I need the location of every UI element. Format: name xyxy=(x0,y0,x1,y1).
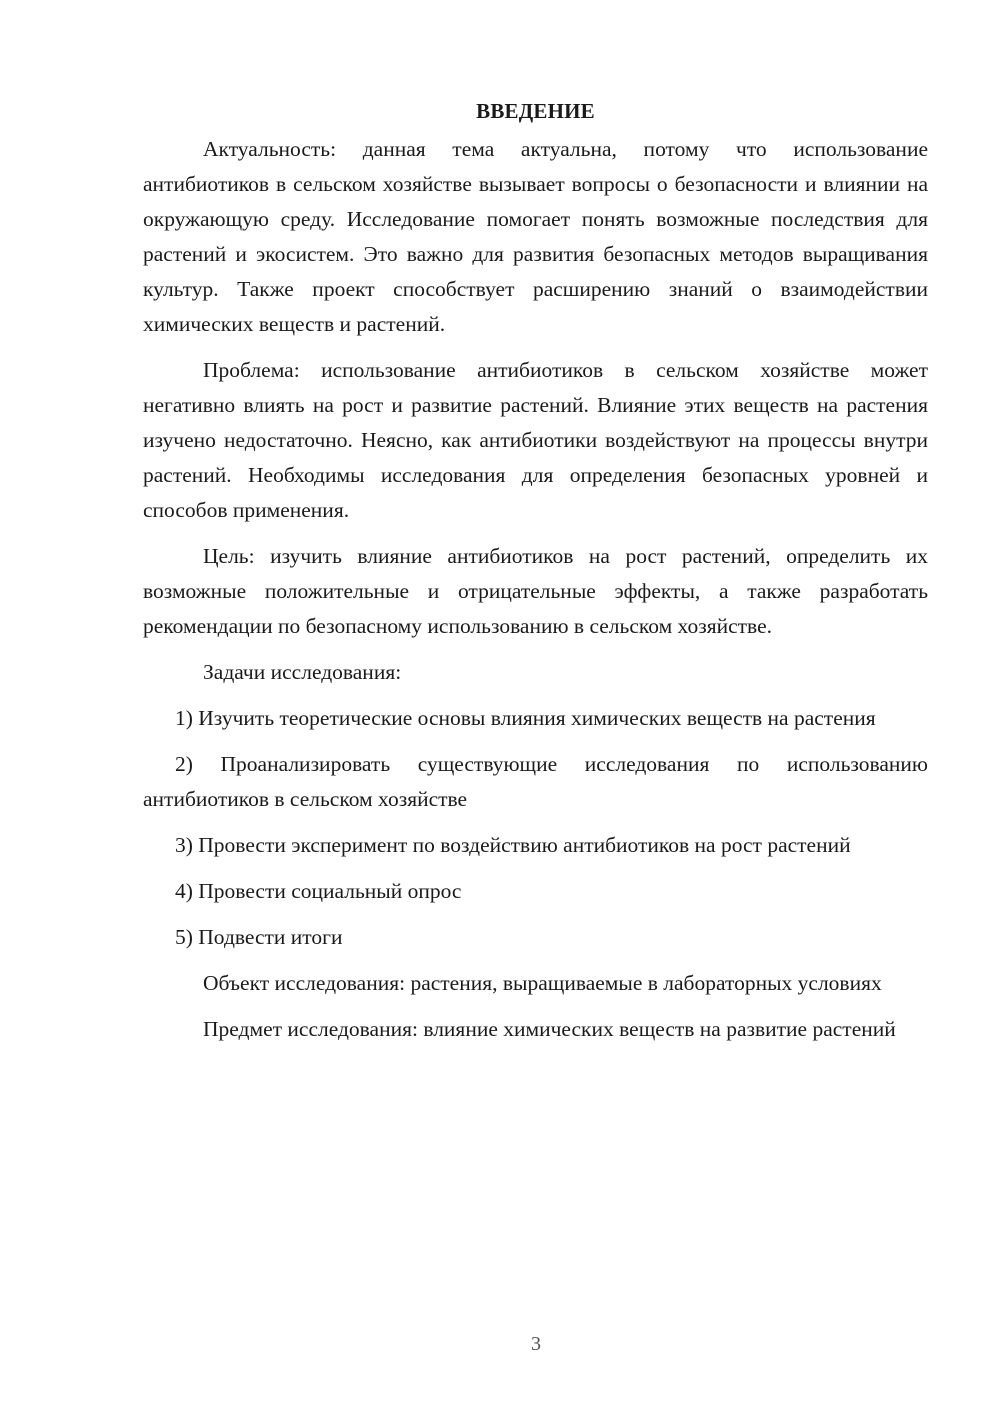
problem-paragraph: Проблема: использование антибиотиков в сельском хозяйстве может негативно влиять на рост и развитие растений. Влияние этих веществ на растения изучено недостаточно. Неясно, как антибиотики воздействуют на процессы внутри растений. Необходимы исследования для определения безопасных уровней и способов применения. xyxy=(143,358,928,522)
task-item-4: 4) Провести социальный опрос xyxy=(175,879,462,903)
page-number: 3 xyxy=(531,1333,541,1355)
relevance-paragraph: Актуальность: данная тема актуальна, потому что использование антибиотиков в сельском хозяйстве вызывает вопросы о безопасности и влиянии на окружающую среду. Исследование помогает понять возможные последствия для растений и экосистем. Это важно для развития безопасных методов выращивания культур. Также проект способствует расширению знаний о взаимодействии химических веществ и растений. xyxy=(143,137,928,336)
task-item-3: 3) Провести эксперимент по воздействию антибиотиков на рост растений xyxy=(175,833,851,857)
tasks-heading: Задачи исследования: xyxy=(203,660,402,684)
object-paragraph: Объект исследования: растения, выращиваемые в лабораторных условиях xyxy=(203,971,882,995)
page-title: ВВЕДЕНИЕ xyxy=(476,99,595,123)
task-item-5: 5) Подвести итоги xyxy=(175,925,343,949)
task-item-2: 2) Проанализировать существующие исследования по использованию антибиотиков в сельском хозяйстве xyxy=(143,752,928,811)
task-item-1: 1) Изучить теоретические основы влияния химических веществ на растения xyxy=(175,706,876,730)
subject-paragraph: Предмет исследования: влияние химических веществ на развитие растений xyxy=(203,1017,896,1041)
document-page xyxy=(143,96,928,1058)
goal-paragraph: Цель: изучить влияние антибиотиков на рост растений, определить их возможные положительные и отрицательные эффекты, а также разработать рекомендации по безопасному использованию в сельском хозяйстве. xyxy=(143,544,928,638)
